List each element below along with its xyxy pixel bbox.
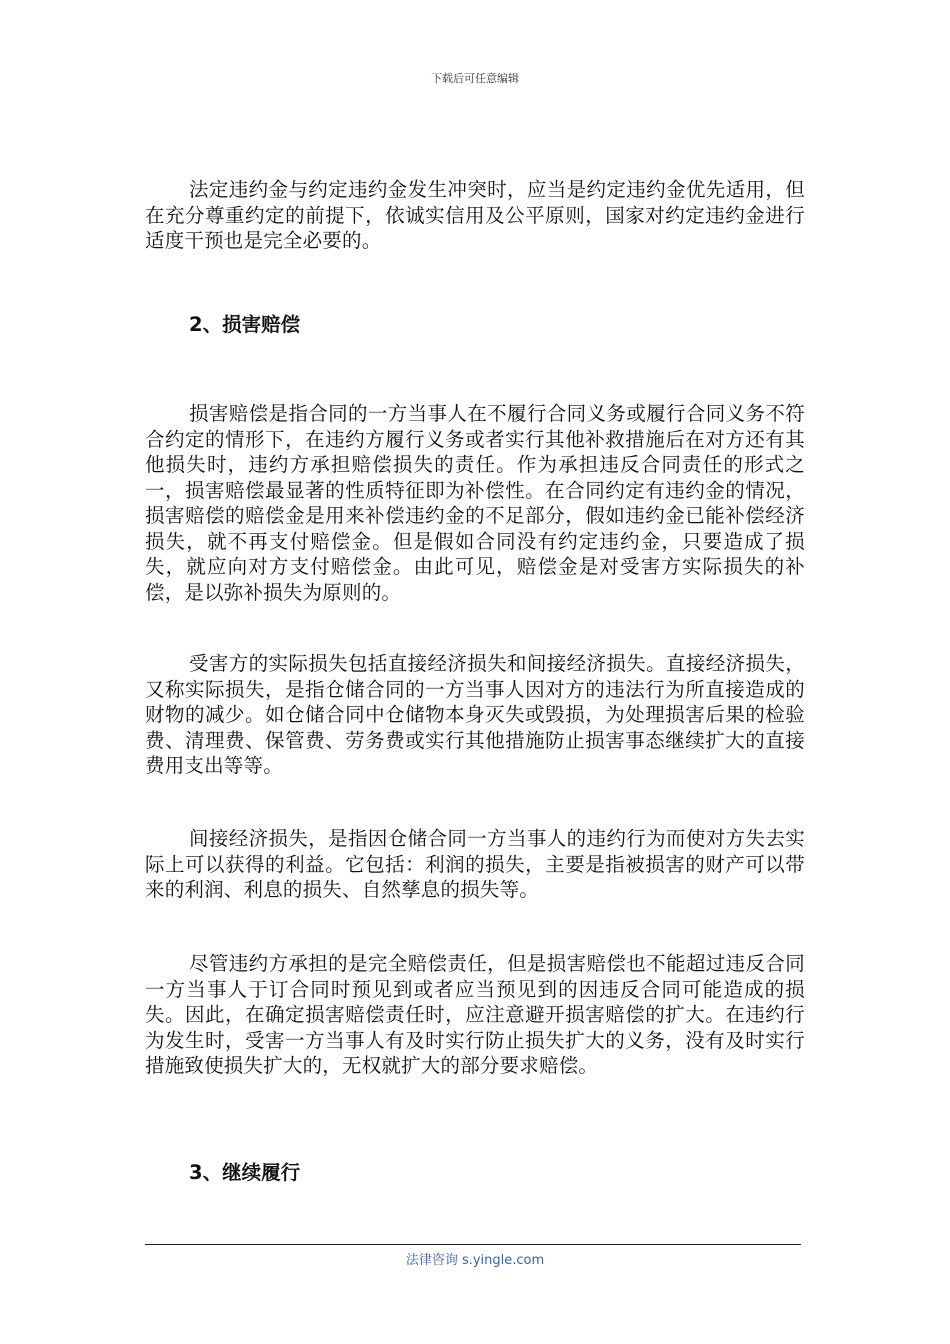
page-header-note: 下载后可任意编辑	[431, 72, 519, 85]
section-heading-continued-performance: 3、继续履行	[189, 1161, 301, 1184]
paragraph-damages-definition: 损害赔偿是指合同的一方当事人在不履行合同义务或履行合同义务不符合约定的情形下，在违约方履行义务或者实行其他补救措施后在对方还有其他损失时，违约方承担赔偿损失的责任。作为承担违反合同责任的形式之一，损害赔偿最显著的性质特征即为补偿性。在合同约定有违约金的情况，损害赔偿的赔偿金是用来补偿违约金的不足部分，假如违约金已能补偿经济损失，就不再支付赔偿金。但是假如合同没有约定违约金，只要造成了损失，就应向对方支付赔偿金。由此可见，赔偿金是对受害方实际损失的补偿，是以弥补损失为原则的。	[145, 402, 805, 604]
paragraph-direct-loss: 受害方的实际损失包括直接经济损失和间接经济损失。直接经济损失，又称实际损失，是指仓储合同的一方当事人因对方的违法行为所直接造成的财物的减少。如仓储合同中仓储物本身灭失或毁损，为处理损害后果的检验费、清理费、保管费、劳务费或实行其他措施防止损害事态继续扩大的直接费用支出等等。	[145, 652, 805, 777]
section-heading-damages: 2、损害赔偿	[189, 313, 301, 336]
paragraph-indirect-loss: 间接经济损失，是指因仓储合同一方当事人的违约行为而使对方失去实际上可以获得的利益。它包括：利润的损失，主要是指被损害的财产可以带来的利润、利息的损失、自然孳息的损失等。	[145, 827, 805, 901]
paragraph-penalty-conflict: 法定违约金与约定违约金发生冲突时，应当是约定违约金优先适用，但在充分尊重约定的前提下，依诚实信用及公平原则，国家对约定违约金进行适度干预也是完全必要的。	[145, 178, 805, 252]
footer-divider	[145, 1244, 801, 1245]
footer-link-legal-consult[interactable]: 法律咨询 s.yingle.com	[405, 1253, 545, 1268]
paragraph-damages-limit: 尽管违约方承担的是完全赔偿责任，但是损害赔偿也不能超过违反合同一方当事人于订合同时预见到或者应当预见到的因违反合同可能造成的损失。因此，在确定损害赔偿责任时，应注意避开损害赔偿的扩大。在违约行为发生时，受害一方当事人有及时实行防止损失扩大的义务，没有及时实行措施致使损失扩大的，无权就扩大的部分要求赔偿。	[145, 952, 805, 1077]
